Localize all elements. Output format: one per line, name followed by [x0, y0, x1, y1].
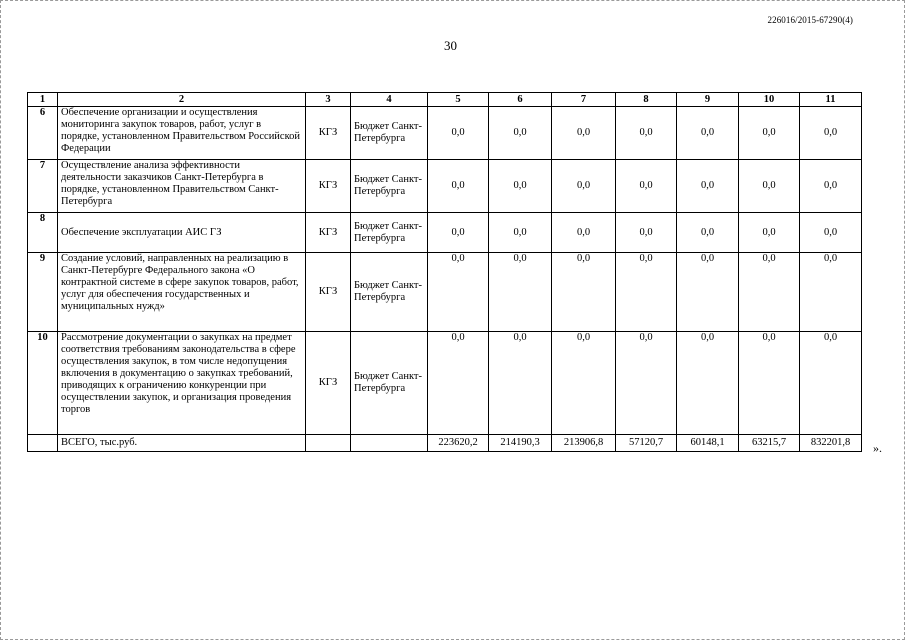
row-number: 6 — [28, 107, 58, 160]
row-number: 9 — [28, 253, 58, 332]
total-value-cell: 832201,8 — [800, 435, 862, 452]
value-cell: 0,0 — [616, 160, 677, 213]
table-row — [28, 332, 862, 435]
column-header: 11 — [800, 93, 862, 107]
value-cell: 0,0 — [428, 160, 489, 213]
value-cell: 0,0 — [428, 213, 489, 253]
executor-cell: КГЗ — [306, 160, 351, 213]
funding-source-cell: Бюджет Санкт-Петербурга — [351, 253, 428, 332]
value-cell: 0,0 — [800, 160, 862, 213]
activity-name: Обеспечение эксплуатации АИС ГЗ — [58, 213, 306, 253]
column-header: 10 — [739, 93, 800, 107]
activity-name: Создание условий, направленных на реализацию в Санкт-Петербурге Федерального закона «О контрактной системе в сфере закупок товаров, работ, услуг для обеспечения государственных и муниципальных нужд» — [58, 253, 306, 332]
column-header: 9 — [677, 93, 739, 107]
value-cell: 0,0 — [428, 332, 489, 435]
empty-cell — [306, 435, 351, 452]
column-header: 3 — [306, 93, 351, 107]
total-row — [28, 435, 862, 452]
value-cell: 0,0 — [616, 107, 677, 160]
value-cell: 0,0 — [552, 213, 616, 253]
column-header: 2 — [58, 93, 306, 107]
row-number: 10 — [28, 332, 58, 435]
table-row — [28, 160, 862, 213]
total-label: ВСЕГО, тыс.руб. — [58, 435, 306, 452]
value-cell: 0,0 — [739, 253, 800, 332]
value-cell: 0,0 — [552, 160, 616, 213]
column-header: 7 — [552, 93, 616, 107]
column-header: 4 — [351, 93, 428, 107]
executor-cell: КГЗ — [306, 107, 351, 160]
value-cell: 0,0 — [489, 107, 552, 160]
value-cell: 0,0 — [616, 253, 677, 332]
executor-cell: КГЗ — [306, 332, 351, 435]
column-header: 5 — [428, 93, 489, 107]
value-cell: 0,0 — [428, 253, 489, 332]
value-cell: 0,0 — [739, 213, 800, 253]
activity-name: Обеспечение организации и осуществления мониторинга закупок товаров, работ, услуг в порядке, установленном Правительством Российской Федерации — [58, 107, 306, 160]
value-cell: 0,0 — [800, 107, 862, 160]
value-cell: 0,0 — [800, 253, 862, 332]
value-cell: 0,0 — [739, 332, 800, 435]
table-row — [28, 213, 862, 253]
value-cell: 0,0 — [677, 107, 739, 160]
value-cell: 0,0 — [616, 213, 677, 253]
value-cell: 0,0 — [552, 332, 616, 435]
table-row — [28, 107, 862, 160]
table-header-row — [28, 93, 862, 107]
total-value-cell: 223620,2 — [428, 435, 489, 452]
value-cell: 0,0 — [489, 253, 552, 332]
activity-name: Осуществление анализа эффективности деятельности заказчиков Санкт-Петербурга в порядке, установленном Правительством Санкт-Петербурга — [58, 160, 306, 213]
total-value-cell: 214190,3 — [489, 435, 552, 452]
page-number: 30 — [444, 38, 457, 53]
empty-cell — [28, 435, 58, 452]
value-cell: 0,0 — [739, 107, 800, 160]
value-cell: 0,0 — [739, 160, 800, 213]
activity-name: Рассмотрение документации о закупках на предмет соответствия требованиям законодательства в сфере осуществления закупок, в том числе недопущения включения в документацию о закупках требований, приводящих к ограничению конкуренции при осуществлении закупок, и организация проведения торгов — [58, 332, 306, 435]
executor-cell: КГЗ — [306, 253, 351, 332]
value-cell: 0,0 — [677, 332, 739, 435]
column-header: 8 — [616, 93, 677, 107]
table-row — [28, 253, 862, 332]
value-cell: 0,0 — [677, 160, 739, 213]
column-header: 1 — [28, 93, 58, 107]
column-header: 6 — [489, 93, 552, 107]
row-number: 7 — [28, 160, 58, 213]
value-cell: 0,0 — [552, 107, 616, 160]
total-value-cell: 57120,7 — [616, 435, 677, 452]
value-cell: 0,0 — [677, 213, 739, 253]
value-cell: 0,0 — [677, 253, 739, 332]
value-cell: 0,0 — [800, 332, 862, 435]
executor-cell: КГЗ — [306, 213, 351, 253]
empty-cell — [351, 435, 428, 452]
funding-source-cell: Бюджет Санкт-Петербурга — [351, 160, 428, 213]
document-id: 226016/2015-67290(4) — [767, 15, 853, 25]
value-cell: 0,0 — [616, 332, 677, 435]
program-table — [27, 92, 862, 452]
value-cell: 0,0 — [800, 213, 862, 253]
value-cell: 0,0 — [552, 253, 616, 332]
total-value-cell: 60148,1 — [677, 435, 739, 452]
value-cell: 0,0 — [489, 213, 552, 253]
closing-quote-mark: ». — [873, 441, 882, 455]
total-value-cell: 63215,7 — [739, 435, 800, 452]
value-cell: 0,0 — [489, 332, 552, 435]
value-cell: 0,0 — [428, 107, 489, 160]
value-cell: 0,0 — [489, 160, 552, 213]
funding-source-cell: Бюджет Санкт-Петербурга — [351, 213, 428, 253]
total-value-cell: 213906,8 — [552, 435, 616, 452]
funding-source-cell: Бюджет Санкт-Петербурга — [351, 107, 428, 160]
funding-source-cell: Бюджет Санкт-Петербурга — [351, 332, 428, 435]
row-number: 8 — [28, 213, 58, 253]
